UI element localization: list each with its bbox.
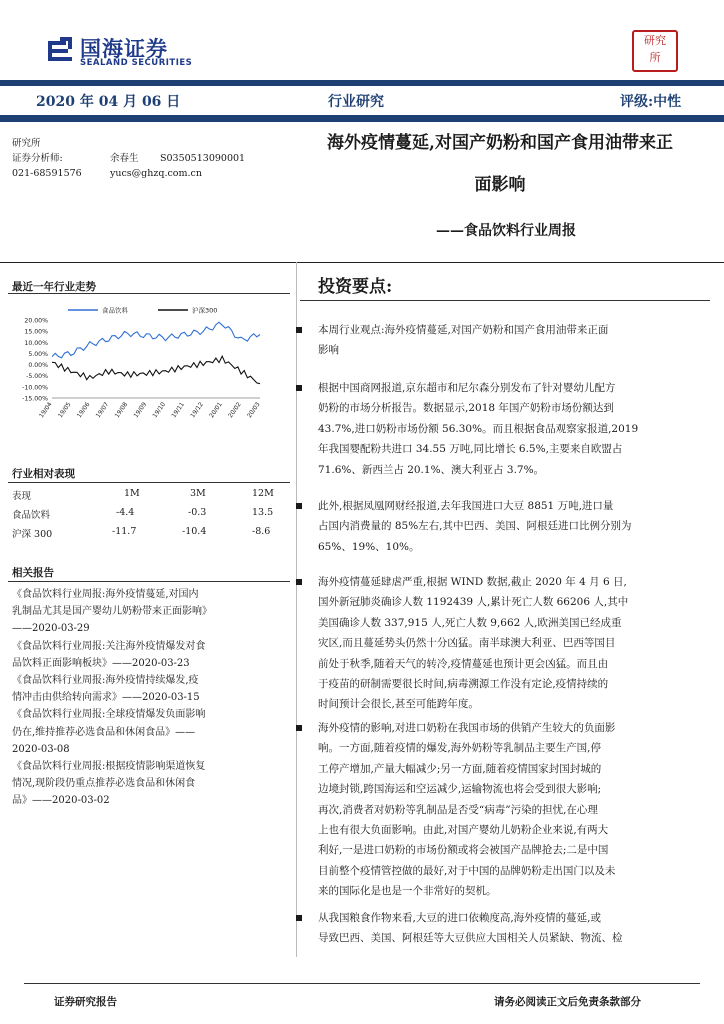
y-tick-label: -10.00% bbox=[22, 384, 48, 392]
series-line-food bbox=[52, 322, 260, 358]
y-tick-label: 5.00% bbox=[28, 350, 48, 358]
invest-paragraph-line: 来的国际化是也是一个非常好的契机。 bbox=[318, 885, 497, 898]
trend-label: 最近一年行业走势 bbox=[12, 281, 96, 293]
invest-paragraph-line: 65%、19%、10%。 bbox=[318, 540, 420, 553]
invest-paragraph-line: 灾区,而且蔓延势头仍然十分凶猛。南半球澳大利亚、巴西等国目 bbox=[318, 637, 616, 650]
related-label: 相关报告 bbox=[12, 567, 54, 579]
related-report-line: 品》——2020-03-02 bbox=[12, 795, 110, 807]
invest-paragraph-line: 前处于秋季,随着天气的转冷,疫情蔓延也预计更会凶猛。而且由 bbox=[318, 657, 609, 670]
legend-label: 食品饮料 bbox=[102, 306, 128, 315]
related-report-line: 品饮料正面影响板块》——2020-03-23 bbox=[12, 657, 190, 669]
trend-chart bbox=[8, 298, 290, 428]
invest-rule bbox=[300, 300, 710, 301]
invest-paragraph-line: 根据中国商网报道,京东超市和尼尔森分别发布了针对婴幼儿配方 bbox=[318, 382, 616, 394]
invest-paragraph-line: 国外新冠肺炎确诊人数 1192439 人,累计死亡人数 66206 人,其中 bbox=[318, 596, 629, 609]
analyst-phone: 021-68591576 bbox=[12, 168, 82, 179]
bullet-icon bbox=[296, 725, 302, 731]
performance-cell: 食品饮料 bbox=[12, 510, 51, 521]
performance-header-cell: 12M bbox=[252, 488, 274, 499]
invest-paragraph-line: 工停产增加,产量大幅减少;另一方面,随着疫情国家封国封城的 bbox=[318, 762, 602, 775]
performance-cell: 13.5 bbox=[252, 507, 274, 518]
performance-label: 行业相对表现 bbox=[12, 468, 75, 480]
invest-paragraph-line: 再次,消费者对奶粉等乳制品是否受“病毒”污染的担忧,在心理 bbox=[318, 803, 598, 816]
report-type: 行业研究 bbox=[328, 94, 384, 110]
report-title-line2: 面影响 bbox=[474, 175, 526, 195]
invest-paragraph-line: 时间预计会很长,甚至可能跨年度。 bbox=[318, 698, 479, 711]
y-tick-label: 0.00% bbox=[28, 362, 48, 370]
analyst-name: 余春生 bbox=[110, 153, 139, 164]
bullet-icon bbox=[296, 579, 302, 585]
related-report-line: 情冲击由供给转向需求》——2020-03-15 bbox=[12, 692, 200, 704]
performance-cell: -10.4 bbox=[182, 526, 207, 537]
footer-right: 请务必阅读正文后免责条款部分 bbox=[494, 996, 641, 1008]
related-report-line: ——2020-03-29 bbox=[12, 623, 90, 635]
related-report-line: 《食品饮料行业周报:根据疫情影响渠道恢复 bbox=[12, 761, 206, 772]
performance-cell: -8.6 bbox=[252, 526, 271, 537]
performance-cell: -11.7 bbox=[112, 526, 137, 537]
performance-cell: -0.3 bbox=[188, 507, 207, 518]
invest-paragraph-line: 海外疫情蔓延肆虐严重,根据 WIND 数据,截止 2020 年 4 月 6 日, bbox=[318, 576, 627, 588]
analyst-license: S0350513090001 bbox=[160, 153, 246, 164]
invest-paragraph-line: 本周行业观点:海外疫情蔓延,对国产奶粉和国产食用油带来正面 bbox=[318, 324, 609, 336]
invest-paragraph-line: 于疫苗的研制需要很长时间,病毒溯源工作没有定论,疫情持续的 bbox=[318, 678, 609, 690]
divider-top bbox=[0, 262, 724, 263]
report-date: 2020 年 04 月 06 日 bbox=[36, 94, 181, 110]
series-line-hs300 bbox=[52, 356, 260, 384]
x-tick-label: 19/12 bbox=[189, 401, 205, 420]
related-report-line: 《食品饮料行业周报:全球疫情爆发负面影响 bbox=[12, 709, 206, 721]
bullet-icon bbox=[296, 503, 302, 509]
x-tick-label: 19/11 bbox=[170, 401, 187, 420]
performance-rule bbox=[8, 482, 290, 483]
research-seal-icon: 研究 所 bbox=[632, 30, 678, 72]
related-rule bbox=[8, 581, 290, 582]
invest-paragraph-line: 响。一方面,随着疫情的爆发,海外奶粉等乳制品主要生产国,停 bbox=[318, 742, 602, 755]
x-tick-label: 19/04 bbox=[37, 401, 54, 420]
y-tick-label: -15.00% bbox=[22, 395, 48, 403]
invest-paragraph-line: 美国确诊人数 337,915 人,死亡人数 9,662 人,欧洲美国已经成重 bbox=[318, 616, 622, 629]
bullet-icon bbox=[296, 915, 302, 921]
related-report-line: 《食品饮料行业周报:关注海外疫情爆发对食 bbox=[12, 640, 206, 652]
table-row bbox=[12, 507, 274, 525]
y-tick-label: 15.00% bbox=[24, 328, 48, 336]
performance-header-row bbox=[12, 488, 274, 506]
x-tick-label: 19/05 bbox=[56, 401, 73, 420]
performance-header-cell: 3M bbox=[190, 488, 206, 499]
related-report-line: 仍在,维持推荐必选食品和休闲食品》—— bbox=[12, 726, 196, 738]
performance-cell: -4.4 bbox=[116, 507, 135, 518]
trend-rule bbox=[8, 293, 290, 294]
bullet-icon bbox=[296, 327, 302, 333]
performance-cell: 沪深 300 bbox=[12, 529, 53, 540]
x-tick-label: 19/08 bbox=[113, 401, 130, 420]
brand-name-cn: 国海证券 bbox=[80, 37, 168, 61]
y-tick-label: -5.00% bbox=[26, 373, 48, 381]
x-tick-label: 20/01 bbox=[208, 401, 224, 420]
footer-left: 证券研究报告 bbox=[54, 996, 117, 1008]
report-subtitle: ——食品饮料行业周报 bbox=[436, 223, 576, 239]
invest-paragraph-line: 年我国婴配粉共进口 34.55 万吨,同比增长 6.5%,主要来自欧盟占 bbox=[318, 443, 623, 456]
invest-paragraph-line: 奶粉的市场分析报告。数据显示,2018 年国产奶粉市场份额达到 bbox=[318, 402, 614, 415]
x-tick-label: 19/07 bbox=[94, 401, 111, 420]
column-divider bbox=[296, 262, 297, 957]
invest-paragraph-line: 71.6%、新西兰占 20.1%、澳大利亚占 3.7%。 bbox=[318, 463, 545, 476]
performance-header-cell: 1M bbox=[124, 488, 140, 499]
report-title-line1: 海外疫情蔓延,对国产奶粉和国产食用油带来正 bbox=[327, 133, 673, 153]
brand-name-en: SEALAND SECURITIES bbox=[80, 58, 193, 68]
invest-paragraph-line: 从我国粮食作物来看,大豆的进口依赖度高,海外疫情的蔓延,或 bbox=[318, 912, 602, 924]
footer-rule bbox=[24, 983, 700, 984]
invest-paragraph-line: 占国内消费量的 85%左右,其中巴西、美国、阿根廷进口比例分别为 bbox=[318, 520, 632, 533]
x-tick-label: 20/02 bbox=[227, 401, 243, 420]
y-tick-label: 20.00% bbox=[24, 317, 48, 325]
invest-paragraph-line: 利好,一是进口奶粉的市场份额或将会被国产品牌抢去;二是中国 bbox=[318, 844, 609, 857]
y-tick-label: 10.00% bbox=[24, 339, 48, 347]
invest-paragraph-line: 上也有很大负面影响。由此,对国产婴幼儿奶粉企业来说,有两大 bbox=[318, 824, 609, 836]
invest-paragraph-line: 海外疫情的影响,对进口奶粉在我国市场的供销产生较大的负面影 bbox=[318, 722, 616, 734]
report-rating: 评级:中性 bbox=[620, 94, 682, 110]
invest-paragraph-line: 目前整个疫情管控做的最好,对于中国的品牌奶粉走出国门以及未 bbox=[318, 864, 616, 877]
invest-paragraph-line: 导致巴西、美国、阿根廷等大豆供应大国相关人员紧缺、物流、检 bbox=[318, 932, 623, 945]
invest-title: 投资要点: bbox=[318, 277, 393, 297]
table-row bbox=[12, 526, 270, 544]
performance-header-cell: 表现 bbox=[12, 491, 32, 502]
analyst-role: 证券分析师: bbox=[12, 153, 63, 164]
bullet-icon bbox=[296, 385, 302, 391]
invest-paragraph-line: 43.7%,进口奶粉市场份额 56.30%。而且根据食品观察家报道,2019 bbox=[318, 422, 639, 435]
x-tick-label: 20/03 bbox=[245, 401, 262, 420]
invest-paragraph-line: 影响 bbox=[318, 344, 339, 357]
analyst-email: yucs@ghzq.com.cn bbox=[110, 168, 202, 179]
related-report-line: 情况,现阶段仍重点推荐必选食品和休闲食 bbox=[12, 778, 196, 790]
analyst-org: 研究所 bbox=[12, 138, 41, 149]
x-tick-label: 19/09 bbox=[132, 401, 149, 420]
x-tick-label: 19/10 bbox=[151, 401, 168, 420]
invest-paragraph-line: 边境封锁,跨国海运和空运减少,运输物流也将会受到很大影响; bbox=[318, 783, 602, 796]
related-report-line: 《食品饮料行业周报:海外疫情蔓延,对国内 bbox=[12, 589, 199, 600]
related-report-line: 2020-03-08 bbox=[12, 743, 70, 755]
related-report-line: 乳制品尤其是国产婴幼儿奶粉带来正面影响》 bbox=[12, 606, 212, 618]
invest-paragraph-line: 此外,根据凤凰网财经报道,去年我国进口大豆 8851 万吨,进口量 bbox=[318, 500, 614, 512]
x-tick-label: 19/06 bbox=[75, 401, 92, 420]
sealand-logo-icon bbox=[46, 35, 74, 63]
legend-label: 沪深300 bbox=[192, 306, 218, 315]
related-report-line: 《食品饮料行业周报:海外疫情持续爆发,疫 bbox=[12, 675, 199, 686]
